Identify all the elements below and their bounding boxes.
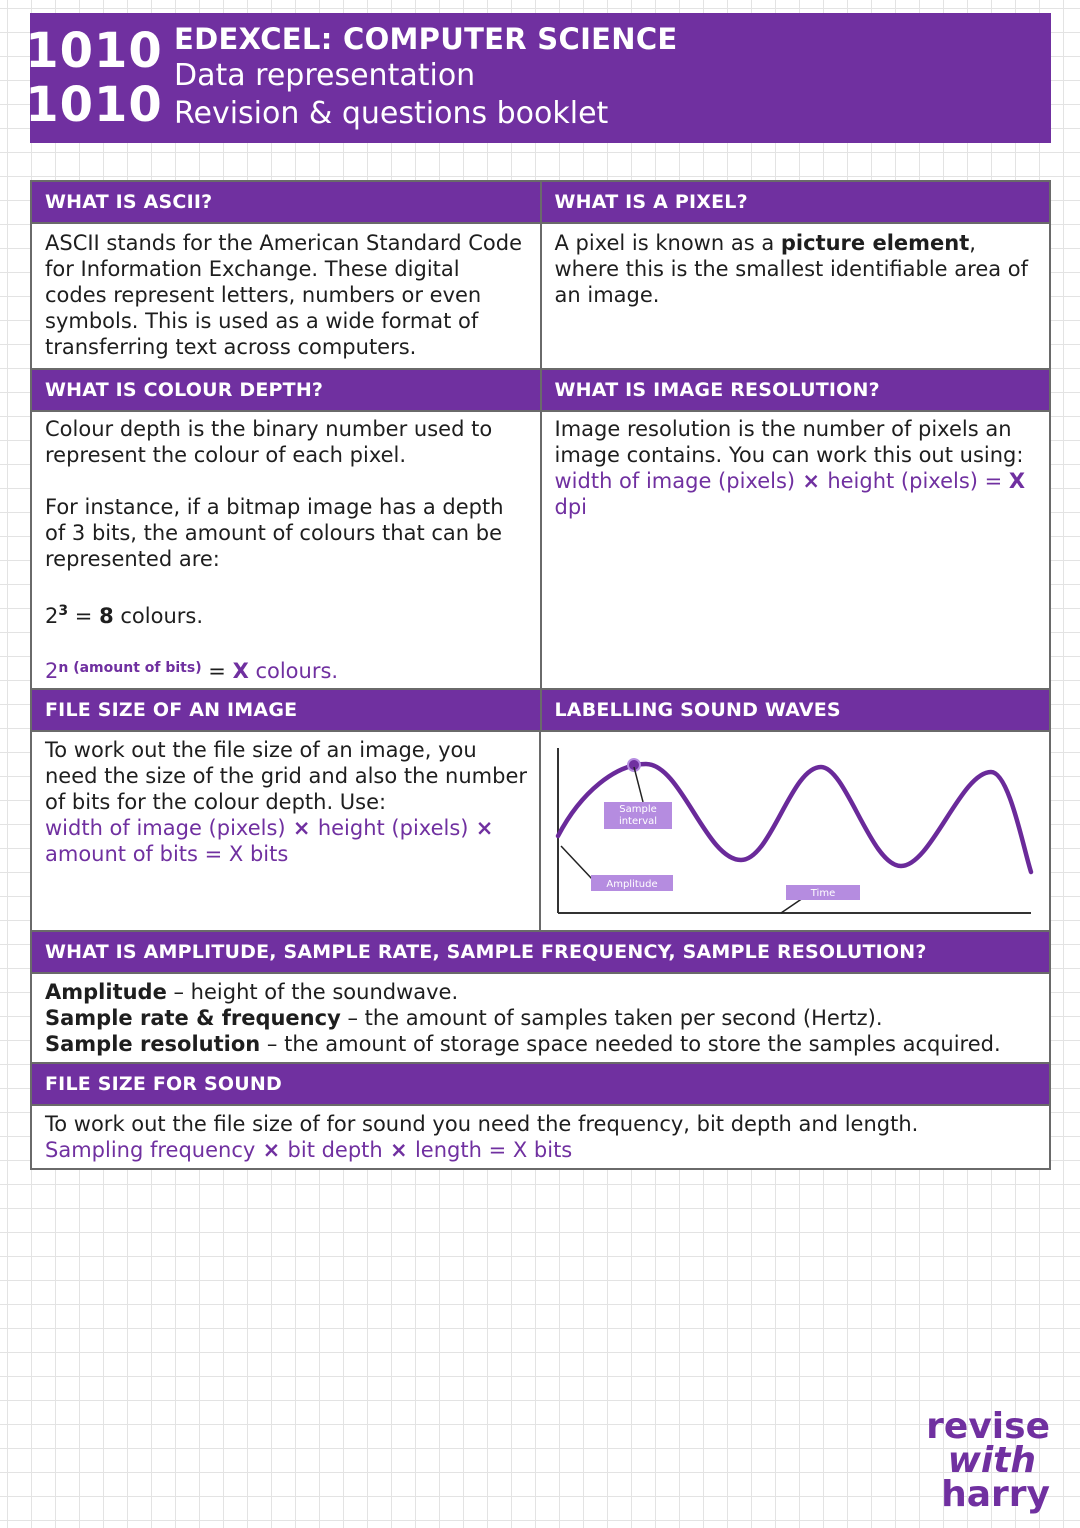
resolution-body (542, 412, 1050, 688)
def-sample-resolution: – the amount of storage space needed to store the samples acquired. (260, 1032, 1001, 1056)
brand-line-1: revise (926, 1406, 1050, 1447)
page-header (25, 13, 1051, 143)
pixel-body-pre: A pixel is known as a (554, 231, 781, 255)
header-text (174, 21, 678, 133)
logo-line-2: 1010 (25, 77, 163, 133)
formula-base: 2 (45, 659, 59, 683)
row-depth-resolution-body (32, 412, 1049, 690)
example-eq: = (68, 604, 100, 628)
logo-line-1: 1010 (25, 23, 163, 79)
sample-label: Sample (619, 804, 657, 815)
row-sound-file-size-body (32, 1106, 1049, 1168)
colour-depth-p2: For instance, if a bitmap image has a depth of 3 bits, the amount of colours that can be represented are: (45, 495, 504, 571)
sound-file-size-body (32, 1106, 1049, 1168)
row-definitions (32, 932, 1049, 974)
times-sign: × (255, 1138, 288, 1162)
pixel-body-post: , where this is the smallest identifiable area of an image. (554, 231, 1029, 307)
resolution-x: X (1008, 469, 1026, 493)
sound-waves-heading: LABELLING SOUND WAVES (542, 690, 1050, 730)
resolution-text: Image resolution is the number of pixels an image contains. You can work this out using: (554, 417, 1024, 467)
brand-logo (926, 1406, 1050, 1515)
sound-wave-diagram (541, 732, 1049, 928)
sound-wave-diagram-cell (541, 732, 1049, 930)
sound-formula-b: bit depth (287, 1138, 383, 1162)
def-sample-rate: – the amount of samples taken per second (Hertz). (340, 1006, 883, 1030)
colour-depth-body (32, 412, 542, 688)
page-title: EDEXCEL: COMPUTER SCIENCE (174, 22, 678, 56)
formula-eq: = (201, 659, 233, 683)
term-sample-resolution: Sample resolution (45, 1032, 261, 1056)
resolution-unit: dpi (554, 495, 587, 519)
image-file-size-text: To work out the file size of an image, you need the size of the grid and also the number of bits for the colour depth. Use: (45, 738, 527, 814)
image-file-size-heading: FILE SIZE OF AN IMAGE (32, 690, 540, 730)
row-ascii-pixel-body (32, 224, 1049, 370)
resolution-formula-a: width of image (pixels) (554, 469, 796, 493)
ascii-heading: WHAT IS ASCII? (32, 182, 540, 222)
example-exponent: 3 (58, 603, 69, 619)
def-amplitude: – height of the soundwave. (166, 980, 459, 1004)
example-base: 2 (45, 604, 59, 628)
definition-amplitude (45, 979, 1037, 1005)
colour-depth-formula (45, 655, 528, 684)
definitions-body (32, 974, 1049, 1062)
image-file-size-body (32, 732, 541, 930)
term-sample-rate: Sample rate & frequency (45, 1006, 341, 1030)
ascii-section (32, 182, 542, 222)
example-result: 8 (99, 604, 114, 628)
times-sign: × (795, 469, 828, 493)
revision-table (30, 180, 1051, 1170)
definition-sample-rate (45, 1005, 1037, 1031)
pixel-body-bold: picture element (780, 231, 970, 255)
example-unit: colours. (113, 604, 204, 628)
formula-unit: colours. (248, 659, 339, 683)
brand-line-3: harry (941, 1474, 1050, 1515)
pixel-body (542, 224, 1050, 368)
amplitude-pointer (561, 846, 593, 880)
definitions-section (32, 932, 1049, 972)
sound-formula-a: Sampling frequency (45, 1138, 256, 1162)
sound-file-size-section (32, 1064, 1049, 1104)
brand-line-2: with (947, 1440, 1036, 1481)
resolution-section (542, 370, 1050, 410)
sound-formula-c: length = X bits (414, 1138, 573, 1162)
term-amplitude: Amplitude (45, 980, 167, 1004)
sound-file-size-formula (45, 1137, 1037, 1163)
image-formula-c: amount of bits = X bits (45, 842, 289, 866)
resolution-formula (555, 468, 1038, 520)
colour-depth-section (32, 370, 542, 410)
times-sign: × (382, 1138, 415, 1162)
image-file-size-section (32, 690, 542, 730)
colour-depth-p1: Colour depth is the binary number used to represent the colour of each pixel. (45, 417, 493, 467)
times-sign: × (285, 816, 318, 840)
colour-depth-heading: WHAT IS COLOUR DEPTH? (32, 370, 540, 410)
definition-sample-resolution (45, 1031, 1037, 1057)
sample-pointer (634, 767, 643, 802)
row-sound-file-size (32, 1064, 1049, 1106)
amplitude-label: Amplitude (606, 879, 658, 890)
page-subtitle-2: Revision & questions booklet (174, 96, 609, 131)
resolution-eq: = (977, 469, 1009, 493)
page-subtitle: Data representation (174, 58, 476, 93)
row-definitions-body (32, 974, 1049, 1064)
image-formula-b: height (pixels) (317, 816, 469, 840)
binary-logo (25, 13, 163, 143)
formula-exponent: n (amount of bits) (58, 660, 202, 676)
sound-waves-section (542, 690, 1050, 730)
interval-label: interval (618, 816, 658, 827)
row-ascii-pixel (32, 182, 1049, 224)
row-depth-resolution (32, 370, 1049, 412)
resolution-formula-b: height (pixels) (827, 469, 978, 493)
times-sign: × (468, 816, 494, 840)
pixel-heading: WHAT IS A PIXEL? (542, 182, 1050, 222)
time-label: Time (810, 888, 836, 899)
row-image-sound (32, 690, 1049, 732)
row-image-sound-body (32, 732, 1049, 932)
colour-depth-example (45, 598, 528, 629)
formula-x: X (232, 659, 249, 683)
sound-file-size-text: To work out the file size of for sound you need the frequency, bit depth and length. (45, 1112, 919, 1136)
image-formula-a: width of image (pixels) (45, 816, 286, 840)
image-file-size-formula (45, 815, 527, 867)
pixel-section (542, 182, 1050, 222)
definitions-heading: WHAT IS AMPLITUDE, SAMPLE RATE, SAMPLE FREQUENCY, SAMPLE RESOLUTION? (32, 932, 1049, 972)
ascii-body: ASCII stands for the American Standard Code for Information Exchange. These digital codes represent letters, numbers or even symbols. This is used as a wide format of transferring text across computers. (32, 224, 542, 368)
time-pointer (781, 898, 803, 913)
resolution-heading: WHAT IS IMAGE RESOLUTION? (542, 370, 1050, 410)
sound-file-size-heading: FILE SIZE FOR SOUND (32, 1064, 1049, 1104)
